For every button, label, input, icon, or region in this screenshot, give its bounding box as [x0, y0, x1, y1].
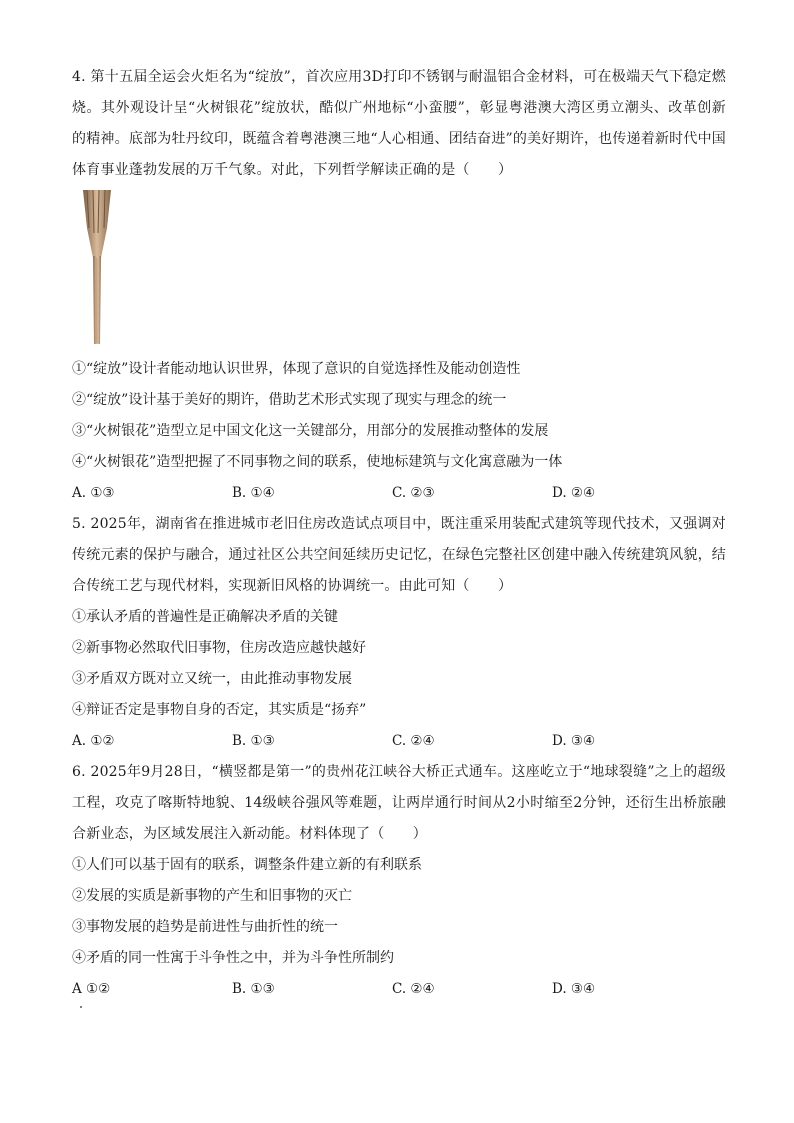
torch-image: [72, 188, 726, 350]
choice-a: A. ①③: [72, 485, 115, 501]
question-6-option-4: ④矛盾的同一性寓于斗争性之中，并为斗争性所制约: [72, 950, 394, 966]
choice-a: A ①②: [72, 981, 111, 997]
question-4-option-4: ④“火树银花”造型把握了不同事物之间的联系，使地标建筑与文化寓意融为一体: [72, 454, 563, 470]
choice-c: C. ②③: [392, 485, 435, 501]
question-6-option-3: ③事物发展的趋势是前进性与曲折性的统一: [72, 919, 338, 935]
question-5-stem: 5. 2025年，湖南省在推进城市老旧住房改造试点项目中，既注重采用装配式建筑等现代技术，又强调对传统元素的保护与融合，通过社区公共空间延续历史记忆，在绿色完整社区创建中融入传统建筑风貌，结合传统工艺与现代材料，实现新旧风格的协调统一。由此可知（ ）: [72, 516, 726, 594]
question-5-choices: [72, 726, 726, 757]
stray-mark: [80, 1006, 82, 1008]
choice-c: C. ②④: [392, 733, 435, 749]
question-6-stem: 6. 2025年9月28日，“横竖都是第一”的贵州花江峡谷大桥正式通车。这座屹立于“地球裂缝”之上的超级工程，攻克了喀斯特地貌、14级峡谷强风等难题，让两岸通行时间从2小时缩至2分钟，还衍生出桥旅融合新业态，为区域发展注入新动能。材料体现了（ ）: [72, 764, 726, 842]
question-4-option-1: ①“绽放”设计者能动地认识世界，体现了意识的自觉选择性及能动创造性: [72, 361, 521, 377]
torch-illustration: [77, 188, 117, 348]
question-5-option-1: ①承认矛盾的普遍性是正确解决矛盾的关键: [72, 609, 338, 625]
choice-b: B. ①③: [232, 981, 275, 997]
choice-c: C. ②④: [392, 981, 435, 997]
question-5-option-3: ③矛盾双方既对立又统一，由此推动事物发展: [72, 671, 352, 687]
question-6: [72, 757, 726, 1005]
question-4-option-2: ②“绽放”设计基于美好的期许，借助艺术形式实现了现实与理念的统一: [72, 392, 507, 408]
question-4: [72, 62, 726, 509]
question-4-option-3: ③“火树银花”造型立足中国文化这一关键部分，用部分的发展推动整体的发展: [72, 423, 549, 439]
question-4-stem: 4. 第十五届全运会火炬名为“绽放”，首次应用3D打印不锈钢与耐温铝合金材料，可在极端天气下稳定燃烧。其外观设计呈“火树银花”绽放状，酷似广州地标“小蛮腰”，彰显粤港澳大湾区勇立潮头、改革创新的精神。底部为牡丹纹印，既蕴含着粤港澳三地“人心相通、团结奋进”的美好期许，也传递着新时代中国体育事业蓬勃发展的万千气象。对此，下列哲学解读正确的是（ ）: [72, 69, 726, 178]
choice-d: D. ③④: [552, 733, 596, 749]
question-6-choices: [72, 974, 726, 1005]
exam-page: [72, 62, 726, 1005]
choice-b: B. ①④: [232, 485, 275, 501]
choice-d: D. ②④: [552, 485, 596, 501]
choice-a: A. ①②: [72, 733, 115, 749]
question-4-choices: [72, 478, 726, 509]
question-5-option-2: ②新事物必然取代旧事物，住房改造应越快越好: [72, 640, 366, 656]
question-5-option-4: ④辩证否定是事物自身的否定，其实质是“扬弃”: [72, 702, 367, 718]
question-6-option-2: ②发展的实质是新事物的产生和旧事物的灭亡: [72, 888, 352, 904]
question-5: [72, 509, 726, 757]
question-6-option-1: ①人们可以基于固有的联系，调整条件建立新的有利联系: [72, 857, 422, 873]
choice-b: B. ①③: [232, 733, 275, 749]
choice-d: D. ③④: [552, 981, 596, 997]
